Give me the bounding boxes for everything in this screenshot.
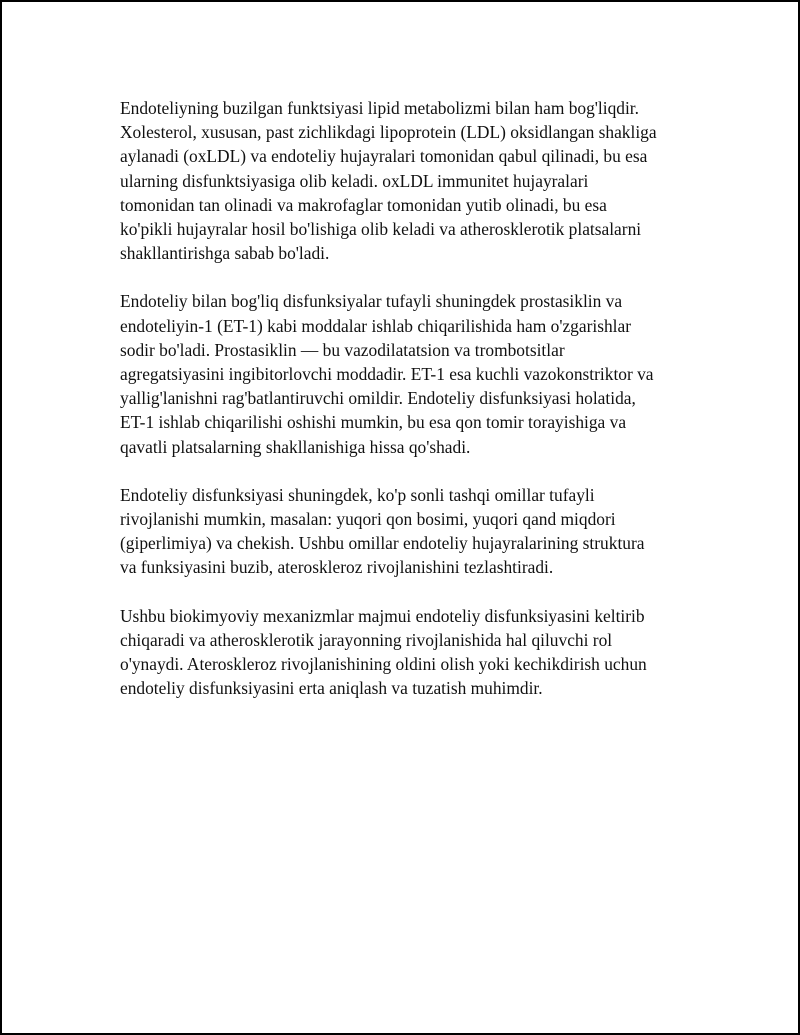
text-line: qavatli platsalarning shakllanishiga hissa qo'shadi. [120, 436, 471, 457]
text-line: Ushbu biokimyoviy mexanizmlar majmui endoteliy disfunksiyasini keltirib [120, 605, 645, 626]
text-line: va funksiyasini buzib, ateroskleroz rivojlanishini tezlashtiradi. [120, 557, 554, 578]
text-line: Endoteliyning buzilgan funktsiyasi lipid metabolizmi bilan ham bog'liqdir. [120, 98, 639, 118]
text-line: shakllantirishga sabab bo'ladi. [120, 243, 330, 264]
text-line: agregatsiyasini ingibitorlovchi moddadir. ET-1 esa kuchli vazokonstriktor va [120, 364, 654, 385]
text-line: tomonidan tan olinadi va makrofaglar tomonidan yutib olinadi, bu esa [120, 194, 607, 215]
paragraph-2 [120, 289, 700, 458]
text-line: Endoteliy disfunksiyasi shuningdek, ko'p sonli tashqi omillar tufayli [120, 484, 595, 505]
text-line: (giperlimiya) va chekish. Ushbu omillar endoteliy hujayralarining struktura [120, 533, 645, 554]
text-line: ko'pikli hujayralar hosil bo'lishiga olib keladi va atherosklerotik platsalarni [120, 219, 642, 240]
text-line: endoteliy disfunksiyasini erta aniqlash va tuzatish muhimdir. [120, 678, 543, 699]
text-line: endoteliyin-1 (ET-1) kabi moddalar ishlab chiqarilishida ham o'zgarishlar [120, 315, 632, 336]
document-body [120, 96, 700, 724]
text-line: Endoteliy bilan bog'liq disfunksiyalar tufayli shuningdek prostasiklin va [120, 291, 623, 312]
paragraph-1 [120, 96, 700, 265]
text-line: ET-1 ishlab chiqarilishi oshishi mumkin, bu esa qon tomir torayishiga va [120, 412, 627, 433]
text-line: sodir bo'ladi. Prostasiklin — bu vazodilatatsion va trombotsitlar [120, 339, 565, 360]
text-line: ularning disfunktsiyasiga olib keladi. oxLDL immunitet hujayralari [120, 170, 589, 191]
text-line: aylanadi (oxLDL) va endoteliy hujayralari tomonidan qabul qilinadi, bu esa [120, 146, 648, 167]
text-line: rivojlanishi mumkin, masalan: yuqori qon bosimi, yuqori qand miqdori [120, 509, 616, 530]
paragraph-4 [120, 604, 700, 701]
text-line: chiqaradi va atherosklerotik jarayonning rivojlanishida hal qiluvchi rol [120, 629, 613, 650]
paragraph-3 [120, 483, 700, 580]
text-line: Xolesterol, xususan, past zichlikdagi lipoprotein (LDL) oksidlangan shakliga [120, 122, 657, 143]
text-line: yallig'lanishni rag'batlantiruvchi omildir. Endoteliy disfunksiyasi holatida, [120, 388, 636, 409]
text-line: o'ynaydi. Ateroskleroz rivojlanishining oldini olish yoki kechikdirish uchun [120, 654, 647, 675]
